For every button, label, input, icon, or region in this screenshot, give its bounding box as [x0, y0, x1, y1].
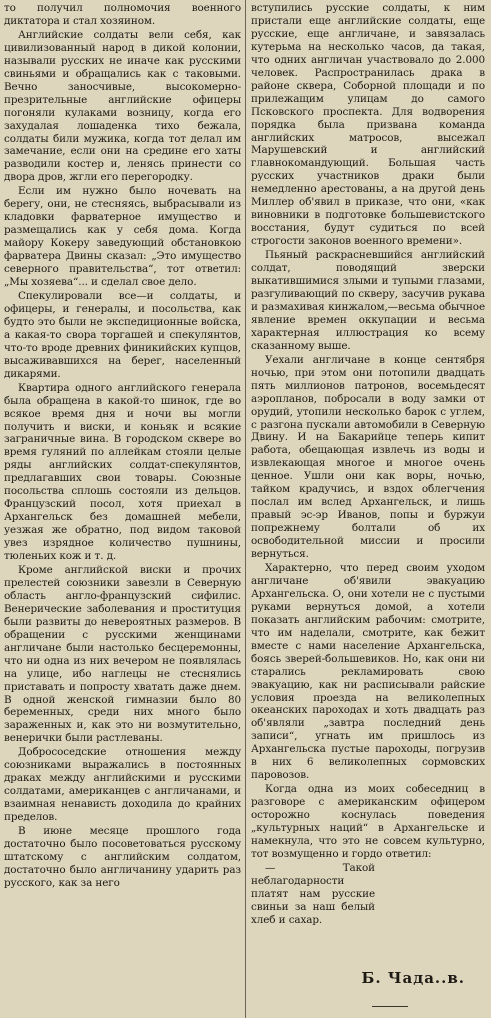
paragraph: Уехали англичане в конце сентября ночью, при этом они потопили двадцать пять миллионов патронов, восемьдесят аэропланов, побросали в воду замки от орудий, утопили несколько барок с углем, с разгона пускали автомобили в Северную Двину. И на Бакарийце теперь кипит работа, обещающая извлечь из воды и извлекающая многое и многое очень ценное. Ушли они как воры, ночью, тайком крадучись, и вздох облегчения послал им вслед Архангельск, и лишь правый эс-эр Иванов, попы и буржуи попрежнему болтали об их освободительной миссии и просили вернуться.	[251, 353, 485, 561]
paragraph: Английские солдаты вели себя, как цивилизованный народ в дикой колонии, называли русских не иначе как русскими свиньями и обращались как с таковыми. Вечно заносчивые, высокомерно-презрительные английские офицеры погоняли кулаками возницу, когда его захудалая лошаденка тихо бежала, солдаты били мужика, когда тот делал им замечание, если они на средине его хаты разводили костер и, ленясь принести со двора дров, жгли его перегородку.	[4, 28, 241, 184]
paragraph: Характерно, что перед своим уходом англичане об'явили эвакуацию Архангельска. О, они хотели не с пустыми руками вернуться домой, а хотели показать английским рабочим: смотрите, что им наделали, смотрите, как бежит вместе с нами население Архангельска, боясь зверей-большевиков. Но, как они ни старались рекламировать свою эвакуацию, как ни расписывали райские условия проезда на великолепных океанских пароходах и хоть двадцать раз об'являли „завтра последний день записи“, угнать им пришлось из Архангельска пустые пароходы, погрузив в них 6 великолепных сормовских паровозов.	[251, 561, 485, 782]
paragraph: Когда одна из моих собеседниц в разговоре с американским офицером осторожно коснулась поведения „культурных наций“ в Архангельске и намекнула, что это не совсем культурно, тот возмущенно и гордо ответил:	[251, 783, 485, 860]
paragraph: Кроме английской виски и прочих прелестей союзники завезли в Северную область англо-французский сифилис. Венерические заболевания и проституция были развиты до невероятных размеров. В обращении с русскими женщинами англичане были настолько бесцеремонны, что ни одна из них вечером не появлялась на улице, ибо наглецы не стеснялись приставать и попросту хватать даже днем. В одной женской гимназии было 80 беременных, среди них много было зараженных и, как это ни возмутительно, венерички были растлеваны.	[4, 563, 241, 745]
right-column	[251, 2, 485, 1016]
left-column	[4, 2, 241, 1016]
paragraph: В июне месяце прошлого года достаточно было посоветоваться русскому штатскому с английским солдатом, достаточно было англичанину ударить раз русского, как за него	[4, 825, 241, 889]
paragraph: Если им нужно было ночевать на берегу, они, не стесняясь, выбрасывали из кладовки фарватерное имущество и размещались как у себя дома. Когда майору Кокеру заведующий обстановкою фарватера Двины сказал: „Это имущество северного правительства“, тот ответил: „Мы хозяева“... и сделал свое дело.	[4, 185, 241, 289]
paragraph: Спекулировали все—и солдаты, и офицеры, и генералы, и посольства, как будто это были не экспедиционные войска, а какая-то свора торгашей и спекулянтов, что-то вроде древних финикийских купцов, высаживавшихся на берег, населенный дикарями.	[4, 289, 241, 380]
paragraph: Пьяный раскрасневшийся английский солдат, поводящий зверски выкатившимися злыми и тупыми глазами, разгуливающий по скверу, засучив рукава и размахивая кинжалом,—весьма обычное явление времен оккупации и весьма характерная иллюстрация ко всему сказанному выше.	[251, 249, 485, 352]
paragraph: Квартира одного английского генерала была обращена в какой-то шинок, где во всякое время дня и ночи вы могли получить и виски, и коньяк и всякие заграничные вина. В городском сквере во время гуляний по аллейкам стояли целые ряды английских солдат-спекулянтов, предлагавших свои товары. Союзные посольства сплошь состояли из дельцов. Французский посол, хотя приехал в Архангельск без домашней мебели, уезжая же обратно, под видом таковой увез изрядное количество пушнины, тюленьих кож и т. д.	[4, 381, 241, 563]
paragraph: — Такой неблагодарности платят нам русские свиньи за наш белый хлеб и сахар.	[251, 861, 375, 926]
paragraph: вступились русские солдаты, к ним пристали еще английские солдаты, еще русские, еще англичане, и завязалась кутерьма на несколько часов, да такая, что одних англичан участвовало до 2.000 человек. Распространилась драка в районе сквера, Соборной площади и по прилежащим улицам до самого Псковского проспекта. Для водворения порядка была призвана команда английских матросов, высежал Марушевский и английский главнокомандующий. Большая часть русских участников драки были немедленно арестованы, а на другой день Миллер об'явил в приказе, что они, «как виновники в подготовке большевистского восстания, будут судиться по всей строгости законов военного времени».	[251, 2, 485, 248]
author-signature: Б. Чада..в.	[361, 969, 465, 987]
end-rule	[372, 1006, 408, 1007]
paragraph: то получил полномочия военного диктатора и стал хозяином.	[4, 2, 241, 27]
column-divider	[245, 0, 246, 1018]
paragraph: Добрососедские отношения между союзниками выражались в постоянных драках между английскими и русскими солдатами, американцев с англичанами, и взаимная ненависть доходила до крайних пределов.	[4, 746, 241, 824]
